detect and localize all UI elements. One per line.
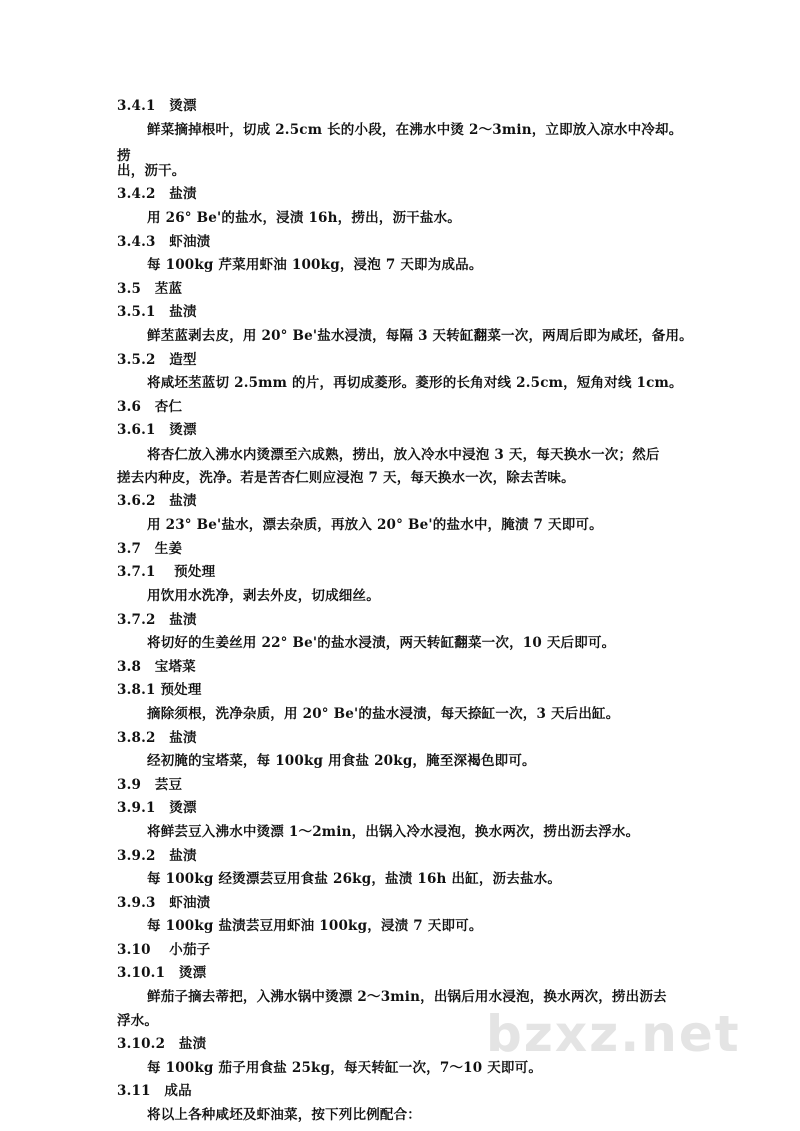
paragraph-line: 用 26° Be'的盐水，浸渍 16h，捞出，沥干盐水。 [147,210,461,226]
paragraph-line: 鲜茄子摘去蒂把，入沸水锅中烫漂 2～3min，出锅后用水浸泡，换水两次，捞出沥去 [147,989,667,1005]
section-heading: 3.5 苤蓝 [117,281,183,297]
paragraph-line: 搓去内种皮，洗净。若是苦杏仁则应浸泡 7 天，每天换水一次，除去苦味。 [117,470,575,486]
paragraph-line: 摘除须根，洗净杂质，用 20° Be'的盐水浸渍，每天捺缸一次，3 天后出缸。 [147,706,620,722]
paragraph-line: 将以上各种咸坯及虾油菜，按下列比例配合： [147,1107,421,1123]
paragraph-line: 每 100kg 芹菜用虾油 100kg，浸泡 7 天即为成品。 [147,257,483,273]
section-heading: 3.4.1 烫漂 [117,98,197,114]
section-heading: 3.8.1 预处理 [117,682,202,698]
paragraph-line: 鲜苤蓝剥去皮，用 20° Be'盐水浸渍，每隔 3 天转缸翻菜一次，两周后即为咸坯，备用。 [147,328,693,344]
section-heading: 3.7.2 盐渍 [117,612,197,628]
paragraph-line: 经初腌的宝塔菜，每 100kg 用食盐 20kg，腌至深褐色即可。 [147,753,536,769]
paragraph-line: 将咸坯苤蓝切 2.5mm 的片，再切成菱形。菱形的长角对线 2.5cm，短角对线 1cm。 [147,375,683,391]
paragraph-line: 鲜菜摘掉根叶，切成 2.5cm 长的小段，在沸水中烫 2～3min，立即放入凉水中冷却。 [147,122,683,138]
paragraph-line: 浮水。 [117,1013,159,1029]
section-heading: 3.10.1 烫漂 [117,965,207,981]
section-heading: 3.7.1 预处理 [117,564,216,580]
section-heading: 3.10 小茄子 [117,942,211,958]
paragraph-line: 捞 [117,148,131,164]
section-heading: 3.8.2 盐渍 [117,730,197,746]
section-heading: 3.9.3 虾油渍 [117,895,211,911]
section-heading: 3.10.2 盐渍 [117,1036,207,1052]
section-heading: 3.5.2 造型 [117,352,197,368]
section-heading: 3.11 成品 [117,1083,192,1099]
paragraph-line: 将杏仁放入沸水内烫漂至六成熟，捞出，放入冷水中浸泡 3 天，每天换水一次；然后 [147,447,660,463]
paragraph-line: 将鲜芸豆入沸水中烫漂 1～2min，出锅入冷水浸泡，换水两次，捞出沥去浮水。 [147,824,640,840]
section-heading: 3.4.3 虾油渍 [117,234,211,250]
section-heading: 3.6.2 盐渍 [117,493,197,509]
paragraph-line: 出，沥干。 [117,163,186,179]
paragraph-line: 每 100kg 盐渍芸豆用虾油 100kg，浸渍 7 天即可。 [147,918,483,934]
section-heading: 3.4.2 盐渍 [117,186,197,202]
paragraph-line: 用饮用水洗净，剥去外皮，切成细丝。 [147,588,380,604]
paragraph-line: 用 23° Be'盐水，漂去杂质，再放入 20° Be'的盐水中，腌渍 7 天即可。 [147,517,603,533]
section-heading: 3.9.2 盐渍 [117,848,197,864]
section-heading: 3.6 杏仁 [117,399,183,415]
section-heading: 3.7 生姜 [117,541,183,557]
section-heading: 3.5.1 盐渍 [117,304,197,320]
watermark-text: bzxz.net [486,1005,741,1063]
section-heading: 3.8 宝塔菜 [117,659,196,675]
paragraph-line: 每 100kg 经烫漂芸豆用食盐 26kg，盐渍 16h 出缸，沥去盐水。 [147,871,562,887]
paragraph-line: 每 100kg 茄子用食盐 25kg，每天转缸一次，7～10 天即可。 [147,1060,543,1076]
section-heading: 3.9 芸豆 [117,777,183,793]
paragraph-line: 将切好的生姜丝用 22° Be'的盐水浸渍，两天转缸翻菜一次，10 天后即可。 [147,635,616,651]
section-heading: 3.9.1 烫漂 [117,800,197,816]
section-heading: 3.6.1 烫漂 [117,422,197,438]
